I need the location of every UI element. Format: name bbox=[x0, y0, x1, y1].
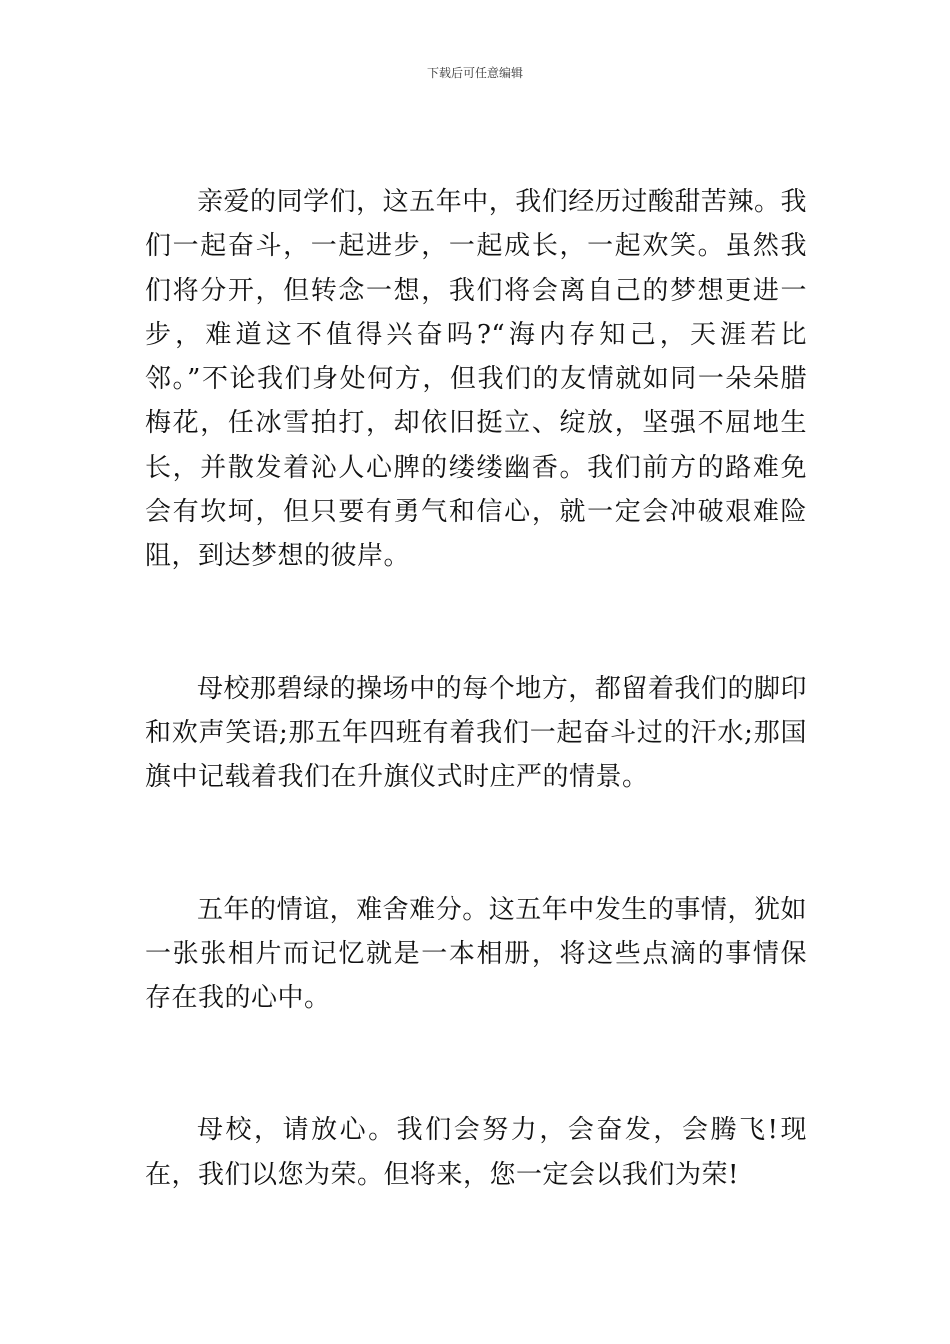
paragraph-2: 母校那碧绿的操场中的每个地方，都留着我们的脚印和欢声笑语;那五年四班有着我们一起奋斗过的汗水;那国旗中记载着我们在升旗仪式时庄严的情景。 bbox=[145, 673, 807, 793]
paragraph-1: 亲爱的同学们，这五年中，我们经历过酸甜苦辣。我们一起奋斗，一起进步，一起成长，一起欢笑。虽然我们将分开，但转念一想，我们将会离自己的梦想更进一步，难道这不值得兴奋吗?“海内存知己，天涯若比邻。”不论我们身处何方，但我们的友情就如同一朵朵腊梅花，任冰雪拍打，却依旧挺立、绽放，坚强不屈地生长，并散发着沁人心脾的缕缕幽香。我们前方的路难免会有坎坷，但只要有勇气和信心，就一定会冲破艰难险阻，到达梦想的彼岸。 bbox=[145, 187, 807, 572]
document-body bbox=[145, 180, 807, 1197]
page-header: 下载后可任意编辑 bbox=[426, 66, 523, 80]
paragraph-3: 五年的情谊，难舍难分。这五年中发生的事情，犹如一张张相片而记忆就是一本相册，将这些点滴的事情保存在我的心中。 bbox=[145, 894, 807, 1014]
paragraph-4: 母校，请放心。我们会努力，会奋发，会腾飞!现在，我们以您为荣。但将来，您一定会以我们为荣! bbox=[145, 1115, 807, 1190]
